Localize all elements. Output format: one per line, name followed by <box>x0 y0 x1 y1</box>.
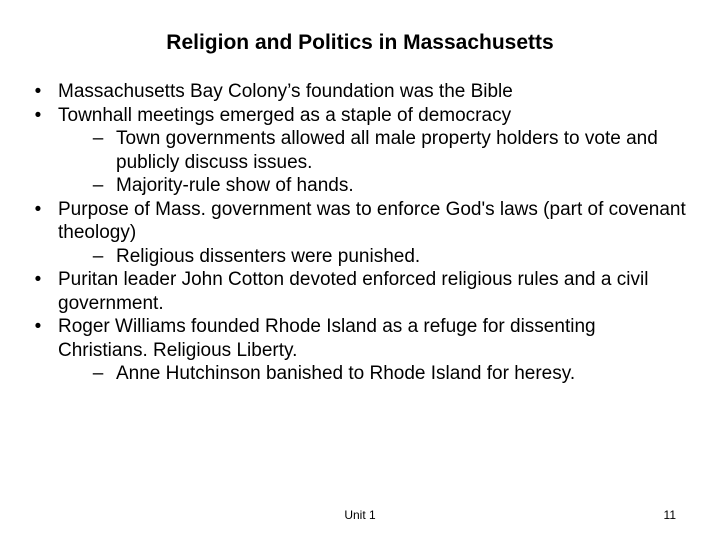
bullet-text: Townhall meetings emerged as a staple of democracy <box>58 104 512 126</box>
bullet-item <box>28 198 688 245</box>
sub-bullet-item <box>28 245 688 269</box>
bullet-marker: • <box>34 198 42 220</box>
sub-bullet-marker: – <box>92 128 104 149</box>
bullet-marker: • <box>34 81 42 102</box>
bullet-text: Massachusetts Bay Colony’s foundation was the Bible <box>58 81 513 102</box>
sub-bullet-marker: – <box>92 175 104 196</box>
bullet-text: Puritan leader John Cotton devoted enforced religious rules and a civil government. <box>58 269 649 314</box>
sub-bullet-text: Majority-rule show of hands. <box>116 175 354 196</box>
bullet-text: Roger Williams founded Rhode Island as a refuge for dissenting Christians. Religious Liberty. <box>58 316 596 361</box>
sub-bullet-item <box>28 362 688 386</box>
sub-bullet-marker: – <box>92 245 104 267</box>
sub-bullet-item <box>28 127 688 174</box>
sub-bullet-item <box>28 174 688 198</box>
footer-page-number: 11 <box>663 508 676 522</box>
slide-title: Religion and Politics in Massachusetts <box>166 31 554 54</box>
footer-unit-label: Unit 1 <box>344 508 376 522</box>
bullet-text: Purpose of Mass. government was to enforce God's laws (part of covenant theology) <box>58 198 686 243</box>
bullet-item <box>28 80 688 104</box>
sub-bullet-text: Anne Hutchinson banished to Rhode Island for heresy. <box>116 363 576 384</box>
sub-bullet-text: Town governments allowed all male property holders to vote and publicly discuss issues. <box>116 128 658 173</box>
bullet-marker: • <box>34 316 42 337</box>
slide-content <box>28 80 688 386</box>
bullet-marker: • <box>34 269 42 290</box>
sub-bullet-text: Religious dissenters were punished. <box>116 245 421 267</box>
bullet-item <box>28 104 688 128</box>
bullet-marker: • <box>34 104 42 126</box>
sub-bullet-marker: – <box>92 363 104 384</box>
bullet-item <box>28 268 688 315</box>
bullet-item <box>28 315 688 362</box>
